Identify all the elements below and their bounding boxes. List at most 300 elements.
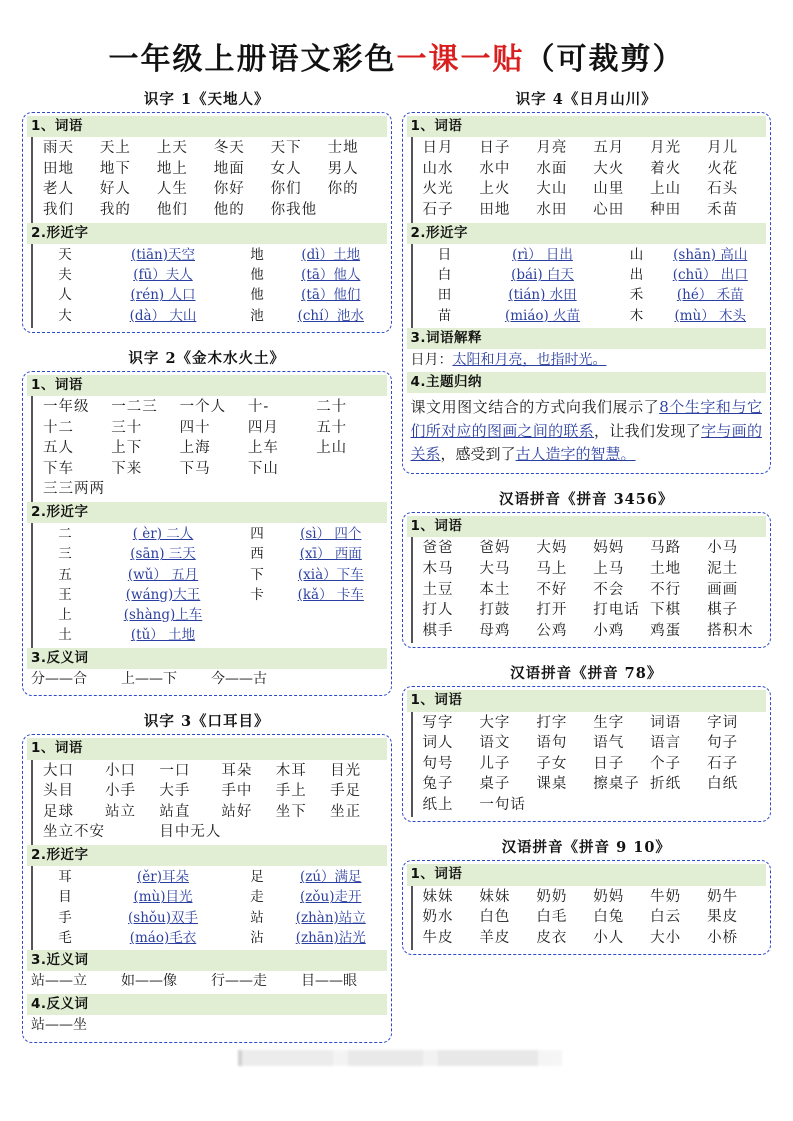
- xjz-char: 沾: [250, 929, 264, 946]
- lesson-card-title: 识字 3《口耳目》: [143, 713, 270, 731]
- word-pair-list: [27, 971, 387, 994]
- word-cell: 皮衣: [536, 929, 568, 946]
- word-cell: [276, 822, 330, 843]
- xjz-char: 地: [250, 246, 264, 263]
- section-header: 1、词语: [27, 375, 387, 396]
- word-cell: 坐立不安: [43, 824, 105, 841]
- word-grid: [411, 537, 767, 643]
- word-cell: 大妈: [536, 540, 568, 557]
- word-cell: 天上: [99, 140, 131, 157]
- xjz-pinyin: (fū）夫人: [133, 267, 193, 283]
- word-cell: 你的: [327, 181, 359, 198]
- summary-highlight: 字与画的关系: [410, 421, 762, 463]
- word-cell: 二十: [316, 398, 348, 415]
- summary-text: 课文用图文结合的方式向我们展示了: [410, 398, 660, 417]
- word-cell: 上天: [156, 140, 188, 157]
- word-cell: 生字: [593, 714, 625, 731]
- word-cell: 大山: [536, 181, 568, 198]
- lesson-card: [22, 708, 392, 1042]
- word-cell: 四月: [247, 419, 279, 436]
- word-cell: 不行: [650, 581, 682, 598]
- section-header: 2.形近字: [27, 502, 387, 523]
- word-cell: 小人: [593, 929, 625, 946]
- word-cell: 词人: [422, 735, 454, 752]
- word-cell: 打开: [536, 602, 568, 619]
- word-cell: 大火: [593, 160, 625, 177]
- section-header: 4.主题归纳: [407, 372, 767, 393]
- word-cell: 地下: [99, 160, 131, 177]
- word-cell: 句号: [422, 755, 454, 772]
- word-cell: 水中: [479, 160, 511, 177]
- word-cell: [330, 822, 384, 843]
- xjz-pinyin: (hé） 禾苗: [676, 287, 744, 304]
- xjz-char: 山: [629, 246, 644, 263]
- word-cell: 妈妈: [593, 540, 625, 557]
- section-header: 4.反义词: [27, 994, 387, 1015]
- word-cell: [707, 795, 764, 816]
- word-cell: 火光: [422, 181, 454, 198]
- xjz-char: 出: [629, 267, 644, 283]
- word-cell: 白云: [650, 909, 682, 926]
- word-cell: 五月: [593, 140, 625, 157]
- summary-highlight: 古人造字的智慧。: [515, 444, 636, 463]
- word-cell: 白兔: [593, 909, 625, 926]
- lesson-card-title: 汉语拼音《拼音 3456》: [499, 491, 674, 509]
- word-cell: 目中无人: [159, 824, 222, 841]
- lesson-card: [22, 86, 392, 333]
- xjz-pinyin: (rén) 人口: [130, 287, 196, 304]
- xjz-pinyin: (chí）池水: [297, 307, 364, 324]
- word-cell: 月儿: [707, 140, 739, 157]
- word-cell: 一年级: [43, 398, 90, 415]
- word-cell: 字词: [707, 714, 739, 731]
- watermark-bar: [238, 1050, 562, 1066]
- word-cell: 地上: [156, 160, 188, 177]
- xjz-char: [237, 625, 277, 645]
- word-cell: 公鸡: [536, 622, 568, 639]
- right-column: [402, 86, 772, 967]
- word-cell: 三三两两: [43, 481, 105, 498]
- word-cell: 石子: [422, 201, 454, 218]
- xjz-pinyin: (tǔ） 土地: [130, 627, 196, 644]
- word-cell: 词语: [650, 714, 682, 731]
- word-cell: 马路: [650, 540, 682, 557]
- word-cell: 课桌: [536, 776, 568, 793]
- word-cell: 上下: [111, 440, 143, 457]
- xjz-char: 大: [58, 307, 72, 324]
- xingjinzi-table: [411, 244, 767, 328]
- section-header: 3.近义词: [27, 950, 387, 971]
- word-cell: 句子: [707, 735, 739, 752]
- xjz-pinyin: (dà） 大山: [129, 307, 197, 324]
- word-cell: 人生: [156, 181, 188, 198]
- word-cell: 下山: [247, 460, 279, 477]
- word-cell: 下棋: [650, 602, 682, 619]
- lesson-card-body: [402, 512, 772, 648]
- word-cell: 白毛: [536, 909, 568, 926]
- lesson-card: [22, 345, 392, 697]
- xjz-char: 王: [58, 586, 72, 603]
- xjz-pinyin: (mù） 木头: [674, 307, 747, 324]
- word-cell: 上马: [593, 561, 625, 578]
- word-cell: 打电话: [593, 602, 640, 619]
- xjz-char: 目: [58, 889, 72, 906]
- explanation-label: 日月：: [410, 351, 453, 368]
- word-cell: 天下: [270, 140, 302, 157]
- word-cell: 妹妹: [422, 888, 454, 905]
- word-cell: 小手: [105, 783, 136, 800]
- section-header: 1、词语: [27, 738, 387, 759]
- xjz-char: 田: [437, 287, 452, 304]
- word-cell: 站直: [159, 803, 191, 820]
- word-cell: 十二: [43, 419, 74, 436]
- xjz-char: 站: [250, 909, 264, 926]
- word-cell: 打字: [536, 714, 568, 731]
- word-cell: 一句话: [479, 796, 526, 813]
- word-cell: 日子: [593, 755, 625, 772]
- word-cell: 牛奶: [650, 888, 682, 905]
- word-cell: 白色: [479, 909, 511, 926]
- summary-highlight: 8个生字和与它们所对应的图画之间的联系: [410, 398, 762, 440]
- word-cell: 奶牛: [707, 888, 739, 905]
- word-cell: 我的: [99, 201, 131, 218]
- lesson-card: [402, 486, 772, 648]
- page-title-part-1: 一年级上册语文彩色: [108, 42, 397, 77]
- xjz-char: 天: [58, 246, 72, 263]
- xjz-char: 二: [58, 526, 72, 543]
- word-cell: [316, 459, 384, 480]
- word-cell: 土地: [650, 561, 682, 578]
- word-cell: 奶奶: [536, 888, 568, 905]
- xingjinzi-table: [31, 866, 387, 950]
- word-cell: 山水: [422, 160, 454, 177]
- xjz-pinyin: (zhān)沾光: [295, 929, 366, 946]
- word-cell: 木马: [422, 561, 454, 578]
- xjz-pinyin: ( èr) 二人: [132, 526, 194, 543]
- page-title-part-2: （可裁剪）: [524, 42, 685, 77]
- xjz-pinyin: (kǎ） 卡车: [297, 586, 364, 603]
- word-cell: 耳朵: [221, 762, 253, 779]
- word-cell: 小口: [105, 762, 136, 779]
- word-cell: 下车: [43, 460, 74, 477]
- xjz-pinyin: (chū） 出口: [672, 267, 748, 283]
- lesson-card-body: [402, 112, 772, 474]
- xjz-char: 土: [58, 627, 72, 644]
- xjz-char: 足: [250, 869, 264, 886]
- lesson-card-title: 汉语拼音《拼音 9 10》: [501, 839, 671, 857]
- word-grid: [411, 137, 767, 222]
- xjz-char: 走: [250, 889, 264, 906]
- word-cell: 水田: [536, 201, 568, 218]
- word-cell: 女人: [270, 160, 302, 177]
- word-cell: 白纸: [707, 776, 739, 793]
- word-grid: [31, 137, 387, 222]
- xjz-char: 下: [250, 566, 264, 583]
- page-title: [0, 0, 793, 84]
- word-cell: 搭积木: [707, 622, 754, 639]
- word-cell: 大小: [650, 929, 682, 946]
- word-cell: 棋子: [707, 602, 739, 619]
- xjz-pinyin: (zú）满足: [299, 869, 362, 886]
- xjz-char: 手: [58, 909, 72, 926]
- word-cell: 男人: [327, 160, 359, 177]
- xjz-pinyin: (rì） 日出: [512, 246, 573, 263]
- xjz-pinyin: (zǒu)走开: [300, 889, 362, 906]
- xjz-char: 卡: [250, 586, 264, 603]
- word-cell: 打人: [422, 602, 454, 619]
- word-cell: 折纸: [650, 776, 682, 793]
- word-cell: 你们: [270, 181, 302, 198]
- word-cell: 地面: [213, 160, 245, 177]
- word-pair-list: [27, 1015, 387, 1038]
- xjz-pinyin: (mù)目光: [133, 889, 193, 906]
- xjz-char: 日: [437, 246, 452, 263]
- word-cell: 手中: [221, 783, 253, 800]
- word-cell: 冬天: [213, 140, 245, 157]
- word-cell: 上山: [316, 440, 348, 457]
- word-cell: 上山: [650, 181, 682, 198]
- word-cell: 日子: [479, 140, 511, 157]
- word-cell: 石子: [707, 755, 739, 772]
- section-header: 3.反义词: [27, 648, 387, 669]
- word-cell: 奶水: [422, 909, 454, 926]
- word-cell: 他的: [213, 201, 245, 218]
- xjz-pinyin: (sì） 四个: [300, 526, 362, 543]
- word-cell: 果皮: [707, 909, 739, 926]
- word-cell: 士地: [327, 140, 359, 157]
- section-header: 1、词语: [407, 516, 767, 537]
- xjz-pinyin: (tā）他们: [301, 287, 361, 304]
- lesson-card: [402, 86, 772, 474]
- word-pair: 分——合: [31, 670, 87, 687]
- word-cell: 手足: [330, 783, 362, 800]
- word-pair: 上——下: [121, 670, 177, 687]
- word-cell: 我们: [43, 201, 74, 218]
- xjz-pinyin: (máo)毛衣: [129, 929, 197, 946]
- word-pair: 站——立: [31, 973, 87, 990]
- word-cell: 土豆: [422, 581, 454, 598]
- word-cell: 兔子: [422, 776, 454, 793]
- section-header: 1、词语: [27, 116, 387, 137]
- word-cell: 心田: [593, 201, 625, 218]
- section-header: 1、词语: [407, 116, 767, 137]
- word-cell: 不好: [536, 581, 568, 598]
- xjz-pinyin: (sān) 三天: [130, 546, 196, 563]
- word-pair: 今——古: [211, 670, 267, 687]
- word-cell: 羊皮: [479, 929, 511, 946]
- section-header: 1、词语: [407, 864, 767, 885]
- xjz-char: 耳: [58, 869, 72, 886]
- left-column: [22, 86, 392, 1055]
- word-cell: 坐下: [275, 803, 307, 820]
- word-pair: 如——像: [121, 973, 177, 990]
- xjz-char: [237, 605, 277, 625]
- word-cell: 爸妈: [479, 540, 511, 557]
- word-cell: 小鸡: [593, 622, 625, 639]
- lesson-card-body: [22, 112, 392, 333]
- word-cell: 语言: [650, 735, 682, 752]
- section-header: 2.形近字: [27, 845, 387, 866]
- xjz-char: 禾: [629, 287, 644, 304]
- word-cell: 站立: [105, 803, 136, 820]
- word-cell: 母鸡: [479, 622, 511, 639]
- word-cell: 雨天: [43, 140, 74, 157]
- summary-text: ，让我们发现了: [594, 421, 702, 440]
- xjz-char: 他: [250, 267, 264, 283]
- xjz-pinyin: (tā）他人: [301, 267, 361, 283]
- xjz-char: 夫: [58, 267, 72, 283]
- lesson-card-body: [402, 860, 772, 955]
- section-header: 2.形近字: [27, 223, 387, 244]
- xjz-pinyin: (shǒu)双手: [128, 909, 198, 926]
- word-cell: 个子: [650, 755, 682, 772]
- word-pair-list: [27, 669, 387, 692]
- word-cell: 写字: [422, 714, 454, 731]
- word-cell: 禾苗: [707, 201, 739, 218]
- word-cell: 足球: [43, 803, 74, 820]
- word-cell: 种田: [650, 201, 682, 218]
- word-cell: 月光: [650, 140, 682, 157]
- explanation-text: 太阳和月亮，也指时光。: [452, 351, 607, 368]
- word-cell: 小马: [707, 540, 739, 557]
- xjz-char: 池: [250, 307, 264, 324]
- word-cell: 月亮: [536, 140, 568, 157]
- word-cell: 五人: [43, 440, 74, 457]
- word-cell: 泥土: [707, 561, 739, 578]
- word-cell: 三十: [111, 419, 143, 436]
- word-cell: 桌子: [479, 776, 511, 793]
- lesson-card-title: 识字 1《天地人》: [143, 91, 270, 108]
- word-cell: 四十: [179, 419, 211, 436]
- word-cell: 大手: [159, 783, 191, 800]
- xjz-pinyin: (wǔ） 五月: [127, 566, 199, 583]
- word-cell: 语气: [593, 735, 625, 752]
- xjz-char: 苗: [437, 307, 452, 324]
- word-cell: 大字: [479, 714, 511, 731]
- word-cell: 擦桌子: [593, 776, 640, 793]
- word-cell: 语句: [536, 735, 568, 752]
- word-cell: [221, 822, 275, 843]
- xjz-pinyin: (shān) 高山: [673, 246, 748, 263]
- xjz-pinyin: (miáo) 火苗: [504, 307, 581, 324]
- lesson-card-body: [402, 686, 772, 822]
- word-cell: [105, 822, 159, 843]
- word-cell: 上火: [479, 181, 511, 198]
- word-cell: [650, 795, 707, 816]
- word-explanation: [407, 349, 767, 372]
- lesson-card-body: [22, 734, 392, 1042]
- summary-text: ，感受到了: [440, 444, 516, 463]
- theme-summary: [407, 393, 767, 469]
- page-title-highlight: 一课一贴: [396, 42, 525, 77]
- lesson-card-title: 识字 4《日月山川》: [515, 91, 657, 108]
- word-grid: [411, 712, 767, 818]
- word-cell: 好人: [99, 181, 131, 198]
- word-cell: 棋手: [422, 622, 454, 639]
- word-cell: 五十: [316, 419, 348, 436]
- word-cell: 鸡蛋: [650, 622, 682, 639]
- word-cell: 本土: [479, 581, 511, 598]
- section-header: 3.词语解释: [407, 328, 767, 349]
- word-cell: 石头: [707, 181, 739, 198]
- word-cell: 一个人: [179, 398, 227, 415]
- xingjinzi-table: [31, 244, 387, 328]
- xjz-pinyin: (tiān)天空: [130, 246, 196, 263]
- lesson-card: [402, 834, 772, 955]
- xjz-char: 毛: [58, 929, 72, 946]
- worksheet-board: [0, 86, 793, 1055]
- xjz-pinyin: (xià）下车: [297, 566, 364, 583]
- xjz-char: 木: [629, 307, 644, 324]
- word-cell: 大口: [43, 762, 74, 779]
- word-cell: 下来: [111, 460, 143, 477]
- word-pair: 目——眼: [301, 973, 357, 990]
- word-cell: 他们: [156, 201, 188, 218]
- lesson-card-body: [22, 371, 392, 697]
- xjz-char: 人: [58, 287, 72, 304]
- section-header: 2.形近字: [407, 223, 767, 244]
- xingjinzi-table: [31, 523, 387, 648]
- word-cell: 上海: [179, 440, 211, 457]
- word-cell: 马上: [536, 561, 568, 578]
- word-cell: 妹妹: [479, 888, 511, 905]
- word-cell: 十-: [247, 398, 270, 415]
- word-cell: 打鼓: [479, 602, 511, 619]
- xjz-pinyin: (bái) 白天: [511, 267, 574, 283]
- word-cell: 上车: [247, 440, 279, 457]
- word-cell: 水面: [536, 160, 568, 177]
- word-cell: 语文: [479, 735, 511, 752]
- xjz-char: 上: [58, 607, 72, 624]
- xjz-pinyin: (wáng)大王: [125, 586, 201, 603]
- word-cell: 田地: [479, 201, 511, 218]
- word-cell: 坐正: [330, 803, 362, 820]
- word-grid: [411, 886, 767, 951]
- word-pair: 行——走: [211, 973, 267, 990]
- word-cell: 田地: [43, 160, 74, 177]
- word-cell: 纸上: [422, 796, 454, 813]
- word-cell: 不会: [593, 581, 625, 598]
- section-header: 1、词语: [407, 690, 767, 711]
- word-pair: 站——坐: [31, 1017, 87, 1034]
- xjz-pinyin: [277, 605, 385, 625]
- xjz-pinyin: (shàng)上车: [123, 607, 203, 624]
- lesson-card: [402, 660, 772, 822]
- word-cell: 儿子: [479, 755, 511, 772]
- word-cell: 小桥: [707, 929, 739, 946]
- word-cell: 子女: [536, 755, 568, 772]
- word-cell: 下马: [179, 460, 211, 477]
- word-cell: 大马: [479, 561, 511, 578]
- word-cell: 山里: [593, 181, 625, 198]
- xjz-char: 三: [58, 546, 72, 563]
- xjz-char: 五: [58, 566, 72, 583]
- word-cell: 一口: [159, 762, 191, 779]
- word-cell: 你我他: [270, 201, 318, 218]
- word-grid: [31, 396, 387, 502]
- word-cell: 你好: [213, 181, 245, 198]
- word-cell: 火花: [707, 160, 739, 177]
- word-grid: [31, 760, 387, 845]
- xjz-pinyin: [277, 625, 385, 645]
- word-cell: 画画: [707, 581, 739, 598]
- xjz-char: 西: [250, 546, 264, 563]
- word-cell: 日月: [422, 140, 454, 157]
- word-cell: 着火: [650, 160, 682, 177]
- word-cell: 头目: [43, 783, 74, 800]
- word-cell: [536, 795, 593, 816]
- word-cell: 奶妈: [593, 888, 625, 905]
